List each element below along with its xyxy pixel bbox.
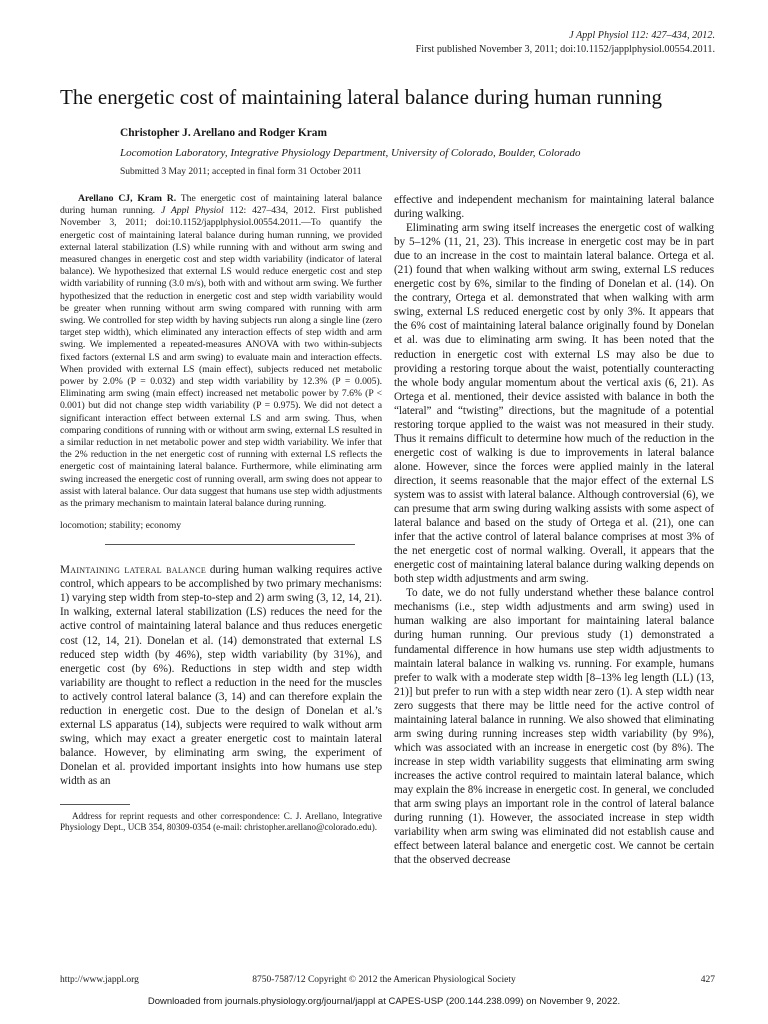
author-affiliation: Locomotion Laboratory, Integrative Physiology Department, University of Colorado, Boulder, Colorado — [120, 147, 581, 159]
body-paragraph: Eliminating arm swing itself increases the energetic cost of walking by 5–12% (11, 21, 23). This increase in energetic cost may be in part due to an increase in the cost to maintain lateral balance. Ortega et al. (21) found that when walking without arm swing, external LS reduces energetic cost by 6%, similar to the finding of Donelan et al. (14). On the contrary, Ortega et al. demonstrated that when walking with arm swing, external LS reduced energetic cost by only 3%. It appears that the 6% cost of maintaining lateral balance originally found by Donelan et al. was due to eliminating arm swing. It has been noted that the reduction in energetic cost with external LS may also be due to providing a restoring torque about the waist, potentially counteracting the whole body angular momentum about the vertical axis (6, 21). As Ortega et al. mentioned, their device assisted with balance in both the “lateral” and “twisting” directions, but the magnitude of a potential restoring torque applied to the waist was not measured in their study. Thus it remains difficult to determine how much of the reduction in the energetic cost of walking is due to improvements in lateral balance alone. However, since the forces were applied mainly in the lateral direction, it seems reasonable that the major effect of the external LS system was to assist with lateral balance. Although controversial (6), we can presume that arm swing during walking assists with some aspect of lateral balance and based on the study of Ortega et al. (21), one can infer that the active control of lateral balance comprises at most 3% of the net energetic cost of normal walking. Overall, it appears that the energetic cost of maintaining lateral balance during walking depends on both step width adjustments and arm swing. — [394, 222, 714, 586]
footnote-divider — [60, 804, 130, 805]
abstract: Arellano CJ, Kram R. The energetic cost of maintaining lateral balance during human running. J Appl Physiol 112: 427–434, 2012. First published November 3, 2011; doi:10.1152/japplphysiol.00554.2011.—To quantify the energetic cost of maintaining lateral balance during human running, we provided external lateral stabilization (LS) while running with and without arm swing and measured changes in energetic cost and step width variability (indicator of lateral balance). We hypothesized that external LS would reduce energetic cost and step width variability of running (3.0 m/s), both with and without arm swing. We further hypothesized that the reduction in energetic cost and step width variability would be greater when running without arm swing compared with running with arm swing. We controlled for step width by having subjects run along a single line (zero target step width), which eliminated any interaction effects of step width and arm swing. We implemented a repeated-measures ANOVA with two within-subjects fixed factors (external LS and arm swing) to evaluate main and interaction effects. When provided with external LS (main effect), subjects reduced net metabolic power by 2.0% (P = 0.032) and step width variability by 12.3% (P = 0.005). Eliminating arm swing (main effect) increased net metabolic power by 7.6% (P < 0.001) but did not change step width variability (P = 0.975). We did not detect a significant interaction effect between external LS and arm swing. Thus, when comparing conditions of running with or without arm swing, external LS resulted in a similar reduction in net metabolic power and step width variability. We infer that the 2% reduction in the net energetic cost of running with external LS reflects the energetic cost of maintaining lateral balance. Furthermore, while eliminating arm swing increased the energetic cost of running overall, arm swing does not appear to assist with lateral balance. Our data suggest that humans use step width adjustments as the primary mechanism to maintain lateral balance during running. — [60, 193, 383, 510]
copyright-notice: 8750-7587/12 Copyright © 2012 the American Physiological Society — [252, 975, 516, 985]
intro-paragraph: Maintaining lateral balance during human walking requires active control, which appears to be accomplished by two primary mechanisms: 1) varying step width from step-to-step and 2) arm swing (3, 12, 14, 21). In walking, external lateral stabilization (LS) reduces the need for the active control of maintaining lateral balance and thus reduces energetic cost (12, 14, 21). Donelan et al. (14) demonstrated that external LS reduced step width (by 46%), step width variability (by 31%), and energetic cost (by 6%). Reductions in step width and step width variability are thought to reflect a reduction in the need for the muscles to actively control lateral balance (3, 14) and can therefore explain the reduction in energetic cost. Due to the design of Donelan et al.’s external LS apparatus (14), subjects were required to walk without arm swing, which may exact a greater energetic cost to maintain lateral balance. However, by eliminating arm swing, the experiment of Donelan et al. provided important insights into how humans use step width as an — [60, 564, 382, 787]
publication-info: First published November 3, 2011; doi:10.1152/japplphysiol.00554.2011. — [415, 43, 715, 55]
journal-header — [416, 29, 715, 56]
page-number: 427 — [700, 975, 715, 985]
author-list: Christopher J. Arellano and Rodger Kram — [120, 127, 327, 139]
correspondence-footnote: Address for reprint requests and other correspondence: C. J. Arellano, Integrative Physiology Dept., UCB 354, 80309-0354 (e-mail: christopher.arellano@colorado.edu). — [60, 811, 382, 833]
body-paragraph: To date, we do not fully understand whether these balance control mechanisms (i.e., step width adjustments and arm swing) used in human walking are also important for maintaining lateral balance during human running. Our previous study (1) demonstrated a fundamental difference in how humans use step width adjustments to maintain lateral balance in walking vs. running. For example, humans prefer to walk with a moderate step width [8–13% leg length (LL) (13, 21)] but prefer to run with a step width near zero (1). A step width near zero suggests that there may be little need for the active control of maintaining lateral balance in running. We also showed that eliminating arm swing during running increases step width variability (by 9%), which was associated with an increase in energetic cost (by 8%). The increase in step width variability suggests that eliminating arm swing increases the active control required to maintain lateral balance, which may explain the 8% increase in energetic cost. In general, we concluded that arm swing plays an important role in the control of lateral balance during running (1). However, the associated increase in step width variability when arm swing was eliminated did not establish cause and effect between lateral balance and energetic cost. We cannot be certain that the observed decrease — [394, 587, 714, 867]
journal-citation: J Appl Physiol 112: 427–434, 2012. — [569, 30, 715, 41]
body-paragraph: effective and independent mechanism for maintaining lateral balance during walking. — [394, 194, 714, 221]
journal-url-link[interactable]: http://www.jappl.org — [60, 975, 139, 985]
submission-dates: Submitted 3 May 2011; accepted in final form 31 October 2011 — [120, 167, 362, 177]
download-notice: Downloaded from journals.physiology.org/journal/jappl at CAPES-USP (200.144.238.099) on November 9, 2022. — [147, 996, 621, 1007]
keywords: locomotion; stability; economy — [60, 520, 182, 532]
left-column — [60, 193, 382, 834]
article-title: The energetic cost of maintaining lateral balance during human running — [60, 85, 662, 109]
section-divider — [105, 544, 355, 545]
abstract-authors: Arellano CJ, Kram R. — [78, 193, 177, 204]
right-column — [394, 193, 714, 867]
